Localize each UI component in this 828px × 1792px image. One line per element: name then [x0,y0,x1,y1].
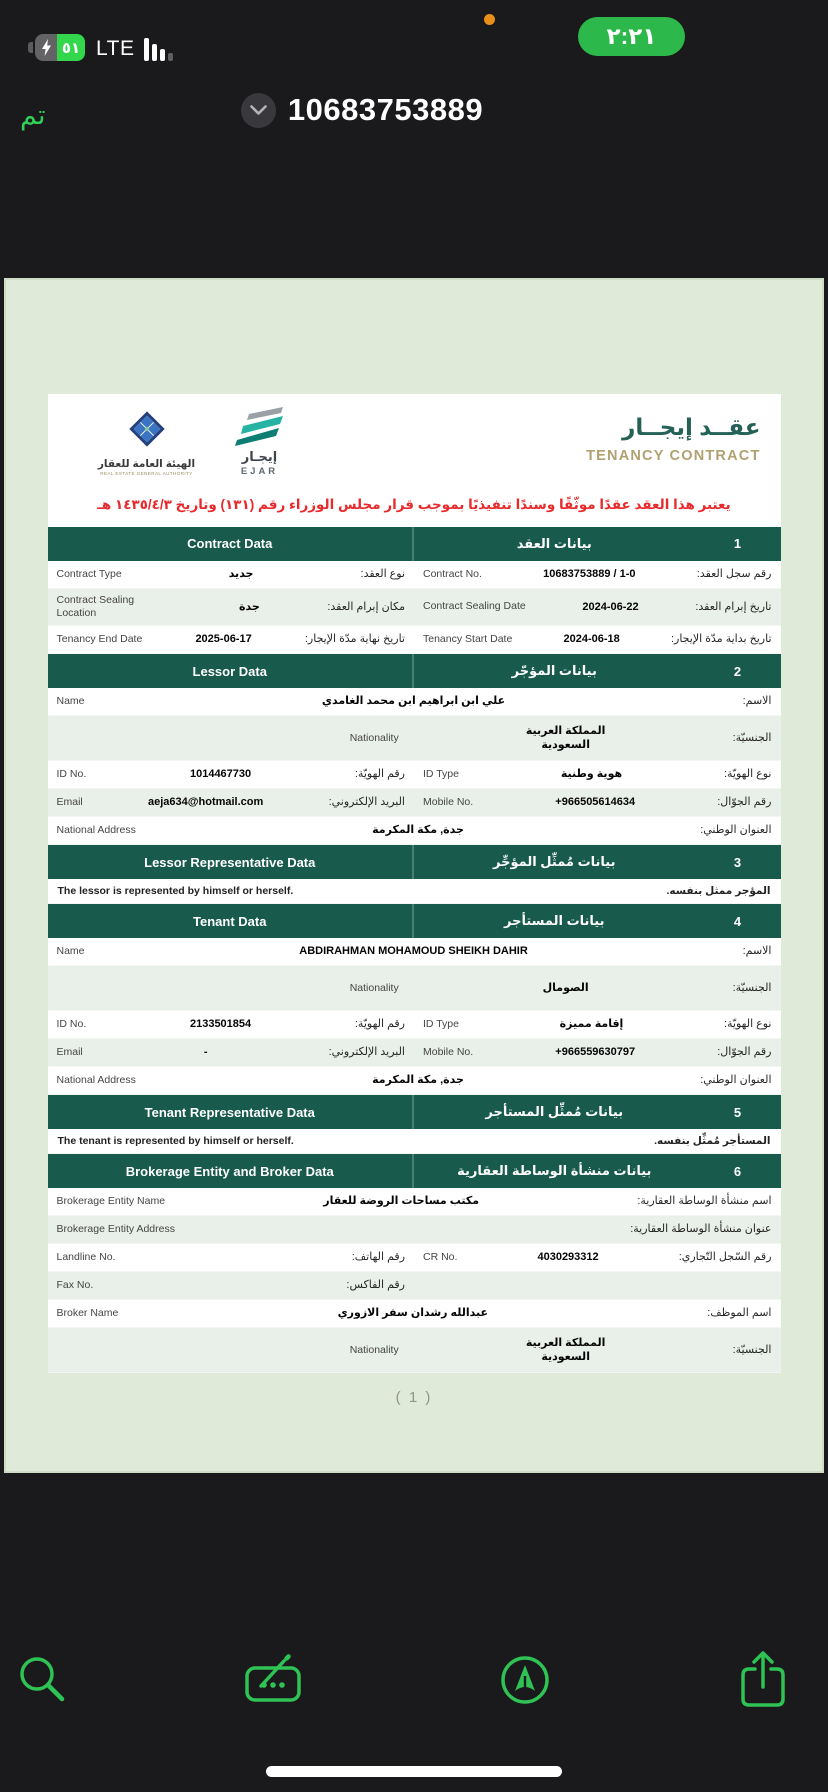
battery-indicator [28,34,85,61]
field-value: جدة [239,600,260,613]
table-row [48,561,781,589]
section-number: 5 [733,1104,742,1120]
share-icon [735,1647,791,1713]
field-value: هوية وطنية [560,768,623,781]
field-label-en: ID No. [56,1018,87,1031]
section-header [48,1154,781,1188]
field-cell [341,716,781,760]
field-label-en: Landline No. [56,1251,116,1264]
field-label-ar: الجنسيّة: [732,981,772,994]
field-pair-left [48,561,415,588]
table-row [48,589,781,626]
field-label-en: Contract Sealing Location [56,593,135,620]
field-value: جدة, مكة المكرمة [372,1074,464,1087]
section-number: 3 [733,854,742,870]
search-icon [14,1651,72,1709]
table-row [48,938,781,966]
section-title-ar: بيانات العقد [516,535,592,551]
field-label-ar: العنوان الوطني: [700,824,772,837]
field-label-ar: رقم الجوّال: [717,1046,772,1059]
field-label-en: Contract Sealing Date [423,600,526,613]
note-text-ar: المستأجر مُمثِّل بنفسه. [654,1135,771,1148]
field-pair-left [48,1244,415,1271]
table-row [48,688,781,716]
field-label-ar: عنوان منشأة الوساطة العقارية: [630,1223,772,1236]
section-header-right [414,527,781,561]
navigation-bar [0,90,828,156]
field-label-ar: رقم سجل العقد: [696,568,772,581]
field-value: aeja634@hotmail.com [148,796,264,809]
field-label-ar: نوع الهويّة: [723,1018,772,1031]
note-text-en: The lessor is represented by himself or herself. [57,885,294,898]
field-label-en: National Address [56,824,136,837]
ejar-stripes-icon [233,406,287,446]
field-value: علي ابن ابراهيم ابن محمد الغامدي [321,695,506,708]
markup-icon [244,1654,310,1706]
field-label-en: Brokerage Entity Name [56,1195,166,1208]
table-row [48,966,781,1011]
real-estate-authority-logo [88,406,206,476]
field-value: 1014467730 [189,768,252,781]
field-label-ar: البريد الإلكتروني: [328,796,405,809]
field-label-en: Email [56,1046,83,1059]
field-label-en: CR No. [423,1251,458,1264]
section-title-en: Tenant Representative Data [144,1104,315,1120]
section-title-en: Contract Data [187,536,273,552]
field-label-en: Mobile No. [423,796,474,809]
field-pair-right [414,789,781,816]
authority-diamond-icon [124,406,170,452]
section-number: 4 [733,913,742,929]
table-row [48,1328,781,1373]
section-title-en: Lessor Representative Data [144,854,316,870]
field-pair-left [48,1011,415,1038]
note-text-ar: المؤجر ممثل بنفسه. [666,885,771,898]
row-spacer [48,716,341,760]
field-label-en: Name [56,695,85,708]
search-button[interactable] [8,1630,78,1730]
field-pair-right [414,761,781,788]
field-label-en: Fax No. [56,1279,94,1292]
microphone-indicator-dot [484,14,495,25]
table-row [48,1039,781,1067]
note-row [48,879,781,904]
field-value: 2133501854 [189,1018,252,1031]
field-pair-right [414,589,781,625]
field-value: 2024-06-22 [582,600,639,613]
charging-bolt-icon [41,39,52,56]
section-header-right [414,1095,781,1129]
section-header-left [48,904,415,938]
field-label-en: Nationality [349,1343,399,1356]
field-value: 10683753889 / 1-0 [543,568,636,581]
field-pair-left [48,1039,415,1066]
document-title: 10683753889 [287,92,484,127]
section-title-ar: بيانات مُمثِّل المؤجِّر [493,854,616,870]
contract-section [48,1095,781,1154]
ejar-logo [222,406,298,477]
section-title-ar: بيانات منشأة الوساطة العقارية [457,1163,652,1179]
field-label-en: Nationality [349,981,399,994]
section-title-ar: بيانات المؤجّر [511,663,597,679]
field-label-ar: رقم الهاتف: [351,1251,405,1264]
table-row [48,1272,781,1300]
markup-button[interactable] [242,1630,312,1730]
section-number: 6 [733,1163,742,1179]
field-label-en: Tenancy Start Date [423,633,513,646]
field-label-ar: الاسم: [742,695,772,708]
field-pair-right [414,1011,781,1038]
row-spacer [48,1328,341,1372]
chevron-down-icon [250,105,267,116]
field-cell [48,1216,781,1243]
field-label-en: ID Type [423,1018,459,1031]
section-header-right [414,654,781,688]
field-label-en: Nationality [349,731,399,744]
field-value: المملكة العربية السعودية [525,724,606,752]
field-value: جدة, مكة المكرمة [372,824,464,837]
section-title-en: Tenant Data [193,913,267,929]
field-label-ar: رقم الهويّة: [354,768,405,781]
table-row [48,1188,781,1216]
share-button[interactable] [728,1630,798,1730]
field-label-ar: مكان إبرام العقد: [327,600,405,613]
section-title-en: Lessor Data [192,663,267,679]
field-label-en: ID Type [423,768,459,781]
ejar-name-en: EJAR [240,466,279,477]
field-label-ar: نوع الهويّة: [723,768,772,781]
table-row [48,761,781,789]
field-label-en: Contract Type [56,567,122,580]
field-label-ar: الجنسيّة: [732,1343,772,1356]
field-cell [48,1188,781,1215]
pdf-page [48,394,781,1373]
field-label-en: National Address [56,1074,136,1087]
field-value: ABDIRAHMAN MOHAMOUD SHEIKH DAHIR [299,945,528,958]
field-pair-right [414,561,781,588]
field-pair-left [48,761,415,788]
field-value: - [203,1046,208,1059]
contract-section [48,527,781,654]
table-row [48,817,781,845]
field-label-en: Brokerage Entity Address [56,1223,175,1236]
field-label-en: Mobile No. [423,1046,474,1059]
field-value: +966505614634 [555,796,636,809]
field-cell [341,1328,781,1372]
section-header-left [48,1095,415,1129]
pdf-viewer-area[interactable] [4,278,824,1473]
field-cell [48,1067,781,1094]
ejar-name-ar: إيجـار [241,449,278,464]
contract-section [48,654,781,845]
field-pair-right [414,1244,781,1271]
field-cell [48,817,781,844]
table-row [48,1244,781,1272]
section-title-en: Brokerage Entity and Broker Data [125,1163,334,1179]
field-pair-left [48,789,415,816]
field-value: +966559630797 [555,1046,636,1059]
field-label-ar: رقم السّجل التّجاري: [678,1251,772,1264]
network-type-label: LTE [96,37,135,60]
field-cell [48,688,781,715]
field-label-ar: العنوان الوطني: [700,1074,772,1087]
section-header [48,845,781,879]
table-row [48,789,781,817]
field-label-ar: تاريخ إبرام العقد: [695,600,772,613]
contract-title-en: TENANCY CONTRACT [586,448,761,464]
field-label-en: Contract No. [423,567,482,580]
field-value: عبدالله رشدان سفر الازوري [337,1307,488,1320]
page-number: ( 1 ) [395,1389,433,1407]
field-pair-left [48,626,415,653]
table-row [48,1067,781,1095]
field-value: المملكة العربية السعودية [525,1336,606,1364]
field-value: مكتب مساحات الروضة للعقار [323,1195,480,1208]
field-label-en: Broker Name [56,1307,119,1320]
field-label-en: ID No. [56,768,87,781]
section-title-ar: بيانات المستأجر [504,913,605,929]
signal-bars-icon [144,36,173,61]
field-cell [48,938,781,965]
note-text-en: The tenant is represented by himself or herself. [57,1135,294,1148]
bottom-toolbar [0,1630,828,1750]
section-header-left [48,845,415,879]
contract-section [48,1154,781,1373]
field-pair-right [414,1039,781,1066]
home-indicator[interactable] [266,1766,562,1777]
field-cell [48,1272,415,1299]
field-value: الصومال [542,981,589,994]
section-header [48,904,781,938]
field-label-ar: تاريخ نهاية مدّة الإيجار: [304,633,405,646]
section-number: 2 [733,663,742,679]
contract-header [48,394,781,478]
section-header-right [414,845,781,879]
field-value: إقامة مميزة [559,1018,624,1031]
contract-title-ar: عقــد إيجــار [622,414,761,440]
authority-name-en: REAL ESTATE GENERAL AUTHORITY [100,471,193,476]
field-label-en: Name [56,945,85,958]
status-bar [0,0,828,70]
field-value: 4030293312 [537,1251,599,1264]
row-spacer [48,966,341,1010]
contract-sections [48,527,781,1373]
battery-tip [28,42,33,53]
contract-section [48,845,781,904]
table-row [48,716,781,761]
field-value: جديد [228,568,254,581]
field-label-ar: رقم الهويّة: [354,1018,405,1031]
title-chevron-button[interactable] [241,93,276,128]
field-label-en: Tenancy End Date [56,633,143,646]
battery-percent: ٥١ [57,34,85,61]
field-label-ar: اسم الموظف: [707,1307,772,1320]
field-label-ar: رقم الفاكس: [346,1279,405,1292]
field-label-ar: تاريخ بداية مدّة الإيجار: [670,633,772,646]
signature-button[interactable] [490,1630,560,1730]
field-label-ar: اسم منشأة الوساطة العقارية: [637,1195,772,1208]
section-header-right [414,1154,781,1188]
field-label-en: Email [56,796,83,809]
pen-nib-icon [497,1652,553,1708]
field-label-ar: رقم الجوّال: [717,796,772,809]
field-value: 2024-06-18 [563,633,620,646]
done-button[interactable]: تم [20,100,46,130]
table-row [48,1011,781,1039]
field-value: 2025-06-17 [195,633,252,646]
table-row [48,626,781,654]
field-label-ar: البريد الإلكتروني: [328,1046,405,1059]
field-pair-left [48,589,415,625]
legal-disclaimer: يعتبر هذا العقد عقدًا موثّقًا وسندًا تنفيذيًا بموجب قرار مجلس الوزراء رقم (١٣١) وتاريخ ١٤٣٥/٤/٣ هـ [97,497,731,512]
table-row [48,1216,781,1244]
section-header [48,527,781,561]
section-header-right [414,904,781,938]
status-time-pill[interactable]: ٢:٢١ [578,17,685,56]
field-label-ar: الجنسيّة: [732,731,772,744]
table-row [48,1300,781,1328]
field-pair-right [414,626,781,653]
section-header-left [48,527,415,561]
section-header-left [48,1154,415,1188]
note-row [48,1129,781,1154]
section-header-left [48,654,415,688]
section-header [48,654,781,688]
contract-section [48,904,781,1095]
authority-name-ar: الهيئة العامة للعقار [97,458,196,470]
empty-half [414,1272,781,1299]
field-label-ar: الاسم: [742,945,772,958]
section-title-ar: بيانات مُمثِّل المستأجر [485,1104,624,1120]
field-cell [341,966,781,1010]
section-header [48,1095,781,1129]
field-label-ar: نوع العقد: [360,568,405,581]
section-number: 1 [733,536,742,552]
field-cell [48,1300,781,1327]
